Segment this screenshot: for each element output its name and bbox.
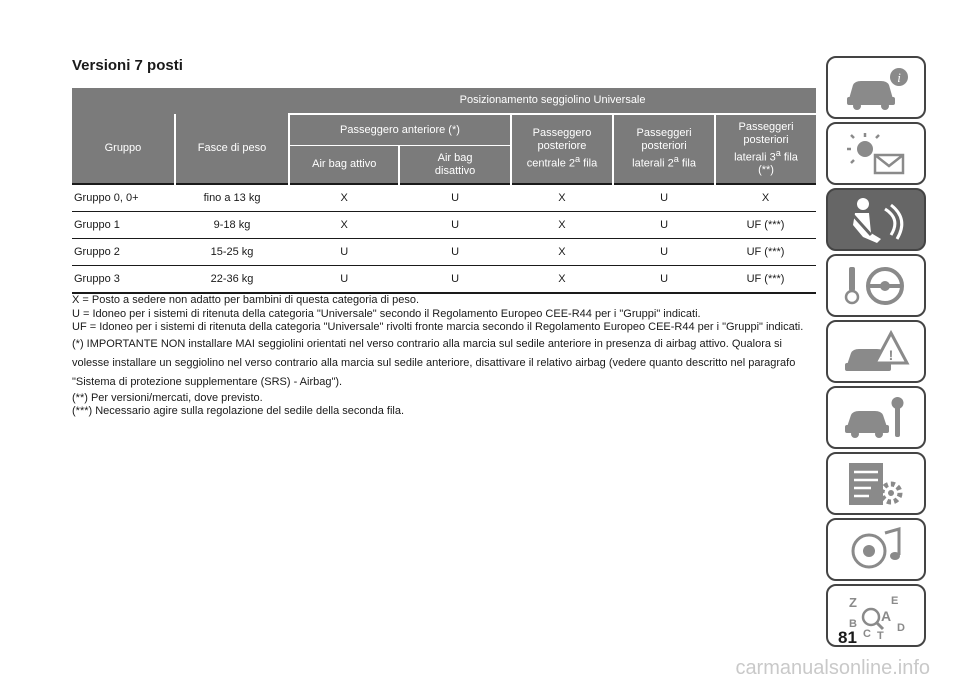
cell-laterali-2: U [613, 184, 715, 212]
safety-seatbelt-icon [841, 195, 911, 245]
cell-centrale: X [511, 239, 613, 266]
cell-airbag-attivo: U [289, 266, 399, 294]
cell-laterali-3: UF (***) [715, 266, 816, 294]
svg-text:C: C [863, 627, 871, 640]
svg-text:D: D [897, 621, 905, 634]
svg-text:E: E [891, 594, 899, 607]
cell-gruppo: Gruppo 2 [72, 239, 175, 266]
warning-lights-icon [841, 129, 911, 179]
cell-peso: fino a 13 kg [175, 184, 289, 212]
cell-laterali-2: U [613, 266, 715, 294]
emergency-icon [841, 327, 911, 377]
cell-centrale: X [511, 212, 613, 239]
note-u: U = Idoneo per i sistemi di ritenuta della categoria "Universale" secondo il Regolamento Europeo CEE-R44 per i "Gruppi" indicati. [72, 307, 701, 320]
chapter-tab-emergency[interactable] [826, 320, 926, 383]
col-airbag-disattivo: Air bag disattivo [399, 146, 511, 185]
chapter-tab-safety[interactable] [826, 188, 926, 251]
chapter-tab-multimedia[interactable] [826, 518, 926, 581]
cell-centrale: X [511, 184, 613, 212]
svg-text:Z: Z [849, 594, 857, 610]
chapter-tab-car-info[interactable] [826, 56, 926, 119]
col-laterali-2a-fila: Passeggeri posteriori laterali 2$^a$ fila [613, 114, 715, 184]
col-fasce-peso: Fasce di peso [175, 114, 289, 184]
watermark: carmanualsonline.info [735, 657, 930, 679]
cell-laterali-2: U [613, 239, 715, 266]
cell-laterali-3: UF (***) [715, 239, 816, 266]
cell-airbag-disattivo: U [399, 212, 511, 239]
col-passeggero-anteriore: Passeggero anteriore (*) [289, 114, 511, 146]
cell-peso: 15-25 kg [175, 239, 289, 266]
cell-airbag-disattivo: U [399, 184, 511, 212]
chapter-sidebar [826, 56, 926, 650]
cell-peso: 22-36 kg [175, 266, 289, 294]
cell-airbag-attivo: U [289, 239, 399, 266]
cell-gruppo: Gruppo 3 [72, 266, 175, 294]
maintenance-icon [841, 393, 911, 443]
col-airbag-attivo: Air bag attivo [289, 146, 399, 185]
multimedia-icon [841, 525, 911, 575]
table-header-blank [72, 88, 289, 114]
cell-centrale: X [511, 266, 613, 294]
cell-laterali-3: X [715, 184, 816, 212]
cell-laterali-3: UF (***) [715, 212, 816, 239]
col-gruppo: Gruppo [72, 114, 175, 184]
cell-airbag-disattivo: U [399, 239, 511, 266]
starting-driving-icon [841, 261, 911, 311]
cell-peso: 9-18 kg [175, 212, 289, 239]
note-importante: (*) IMPORTANTE NON installare MAI seggiolini orientati nel verso contrario alla marcia sul sedile anteriore in presenza di airbag attivo. Qualora si volesse installare un seggiolino nel verso contrario alla marcia sul sedile anteriore, disattivare il relativo airbag (vedere quanto descritto nel paragrafo "Sistema di protezione supplementare (SRS) - Airbag"). [72, 337, 796, 388]
svg-text:T: T [877, 629, 884, 641]
chapter-tab-maintenance[interactable] [826, 386, 926, 449]
svg-text:!: ! [888, 346, 894, 363]
page-number: 81 [838, 628, 857, 647]
cell-airbag-disattivo: U [399, 266, 511, 294]
svg-text:A: A [881, 607, 892, 624]
cell-airbag-attivo: X [289, 184, 399, 212]
technical-data-icon [841, 459, 911, 509]
cell-airbag-attivo: X [289, 212, 399, 239]
note-regolazione: (***) Necessario agire sulla regolazione del sedile della seconda fila. [72, 405, 405, 417]
note-versioni: (**) Per versioni/mercati, dove previsto. [72, 391, 263, 404]
cell-laterali-2: U [613, 212, 715, 239]
child-seat-table [72, 88, 816, 294]
col-centrale-2a-fila: Passeggero posteriore centrale 2$^a$ fila [511, 114, 613, 184]
svg-text:B: B [849, 617, 857, 630]
table-row [72, 239, 816, 266]
table-notes [72, 294, 822, 419]
table-row [72, 266, 816, 294]
note-x: X = Posto a sedere non adatto per bambini di questa categoria di peso. [72, 294, 420, 306]
table-row [72, 184, 816, 212]
chapter-tab-warning-lights[interactable] [826, 122, 926, 185]
col-laterali-3a-fila: Passeggeri posteriori laterali 3$^a$ fila (**) [715, 114, 816, 184]
chapter-tab-starting-driving[interactable] [826, 254, 926, 317]
table-main-header: Posizionamento seggiolino Universale [289, 88, 816, 114]
car-info-icon [841, 63, 911, 113]
table-row [72, 212, 816, 239]
page-title: Versioni 7 posti [72, 57, 183, 74]
note-uf: UF = Idoneo per i sistemi di ritenuta della categoria "Universale" rivolti fronte marcia secondo il Regolamento Europeo CEE-R44 per i "Gruppi" indicati. [72, 321, 804, 333]
cell-gruppo: Gruppo 0, 0+ [72, 184, 175, 212]
cell-gruppo: Gruppo 1 [72, 212, 175, 239]
svg-text:i: i [897, 69, 901, 85]
chapter-tab-technical-data[interactable] [826, 452, 926, 515]
